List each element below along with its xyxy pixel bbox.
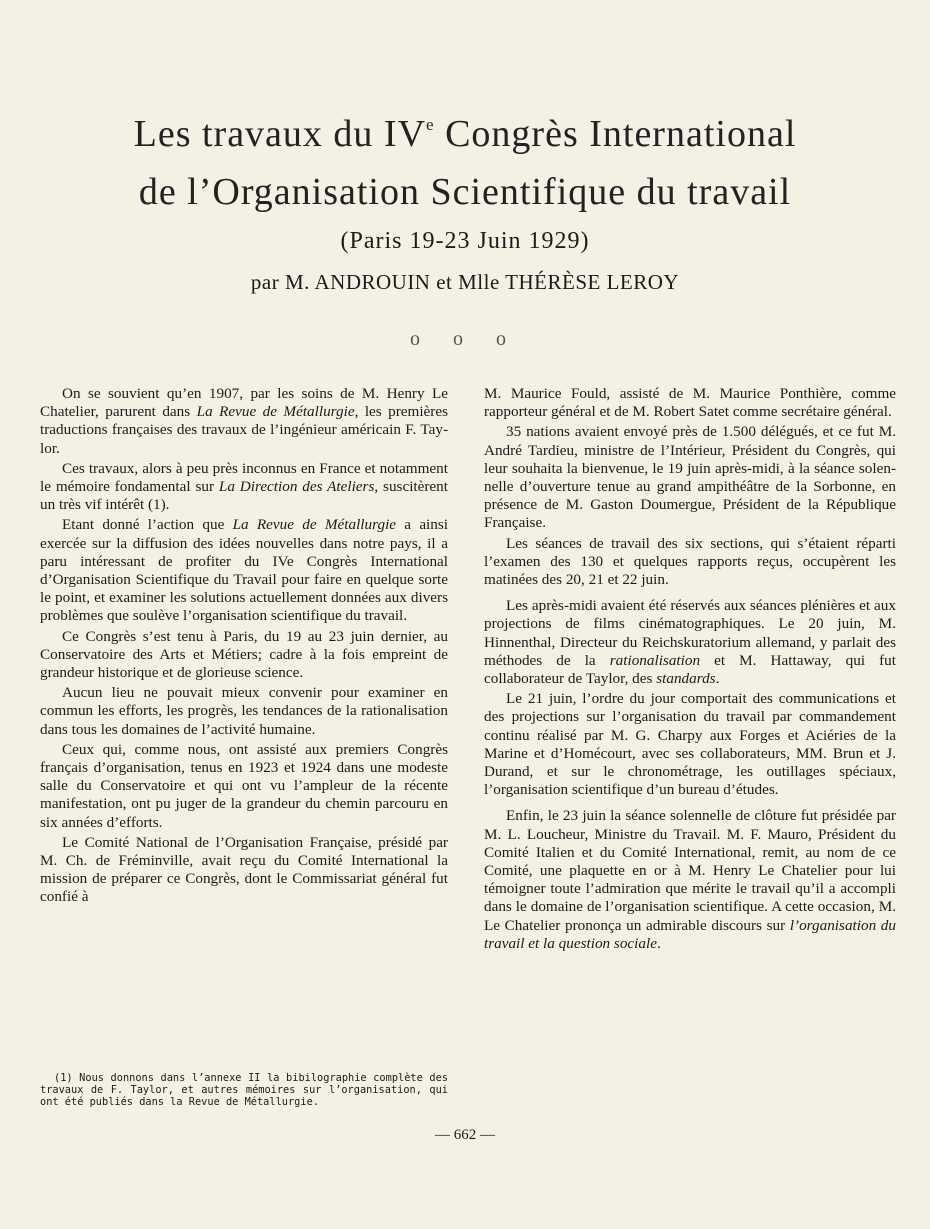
paragraph: Enfin, le 23 juin la séance solennelle de clôture fut présidée par M. L. Loucheur, Ministre du Travail. M. F. Mauro, Président du Comité Italien et du Comité International, remit, au nom de ce Comité, une plaquette en or à M. Henry Le Chatelier pour lui témoigner toute l’admiration que mérite le travail qu’il a accompli dans le domaine de l’organisation scientifique. A cette occasion, M. Le Chatelier prononça un admirable discours sur l’organisation du travail et la question sociale. [484, 807, 896, 952]
article-title-line-1: Les travaux du IVe Congrès International [133, 113, 797, 155]
ornament-circles: o o o [410, 328, 520, 350]
paragraph: Ceux qui, comme nous, ont assisté aux premiers Congrès français d’organisation, tenus en 1923 et 1924 dans une modeste salle du Conservatoire et qui ont vu l’ampleur de la récente manifestation, ont pu juger de la grandeur du chemin parcouru en six années d’efforts. [40, 740, 448, 831]
right-column [484, 385, 896, 955]
article-subtitle: (Paris 19-23 Juin 1929) [340, 228, 590, 254]
footnote-text: (1) Nous donnons dans l’annexe II la bibilographie complète des travaux de F. Taylor, et autres mémoires sur l’organisation, qui ont été publiés dans la Revue de Métallurgie. [40, 1072, 448, 1109]
paragraph: Les séances de travail des six sections, qui s’étaient réparti l’examen des 130 et quelques rapports reçus, occupèrent les matinées des 20, 21 et 22 juin. [484, 534, 896, 589]
paragraph: On se souvient qu’en 1907, par les soins de M. Henry Le Chatelier, parurent dans La Revue de Métallurgie, les premières traductions françaises des travaux de l’ingénieur américain F. Taylor. [40, 385, 449, 457]
left-column [40, 385, 448, 909]
footnote [40, 1072, 448, 1109]
article-authors: par M. ANDROUIN et Mlle THÉRÈSE LEROY [250, 270, 680, 294]
paragraph: Le 21 juin, l’ordre du jour comportait des communications et des projections sur l’organisation du travail par commandement continu réalisé par M. G. Charpy aux Forges et Aciéries de la Marine et d’Homécourt, avec ses collaborateurs, MM. Brun et J. Durand, et sur le chronométrage, les outillages spéciaux, l’organisation scientifique d’un bureau d’études. [484, 690, 896, 799]
paragraph: M. Maurice Fould, assisté de M. Maurice Ponthière, comme rapporteur général et de M. Robert Satet comme secrétaire général. [484, 385, 896, 421]
paragraph: Le Comité National de l’Organisation Française, présidé par M. Ch. de Fréminville, avait reçu du Comité International la mission de préparer ce Congrès, dont le Commissariat général fut confié à [40, 833, 448, 906]
page-number: — 662 — [435, 1127, 495, 1143]
paragraph: Ce Congrès s’est tenu à Paris, du 19 au 23 juin dernier, au Conservatoire des Arts et Métiers; cadre à la fois empreint de grandeur historique et de glorieuse science. [40, 627, 448, 682]
paragraph: 35 nations avaient envoyé près de 1.500 délégués, et ce fut M. André Tardieu, ministre de l’Intérieur, Président du Congrès, qui leur souhaita la bienvenue, le 19 juin après-midi, à la séance solennelle d’ouverture tenue au grand ampithéâtre de la Sorbonne, en présence de M. Gaston Doumergue, Président de la République Française. [484, 423, 896, 532]
paragraph: Etant donné l’action que La Revue de Métallurgie a ainsi exercée sur la diffusion des idées nouvelles dans notre pays, il a paru intéressant de profiter du IVe Congrès International d’Organisation Scientifique du Travail pour faire en quelque sorte le point, et examiner les solutions actuellement données aux divers problèmes que soulève l’organisation scientifique du travail. [40, 516, 449, 625]
paragraph: Ces travaux, alors à peu près inconnus en France et notamment le mémoire fondamental sur La Direction des Ateliers, suscitèrent un très vif intérêt (1). [40, 459, 448, 514]
paragraph: Les après-midi avaient été réservés aux séances plénières et aux projections de films cinématographiques. Le 20 juin, M. Hinnenthal, Directeur du Reichskuratorium allemand, y parlait des méthodes de la rationalisation et M. Hattaway, qui fut collaborateur de Taylor, des standards. [484, 597, 896, 688]
paragraph: Aucun lieu ne pouvait mieux convenir pour examiner en commun les efforts, les progrès, les tendances de la rationalisation dans tous les domaines de l’activité humaine. [40, 684, 448, 738]
article-title-line-2: de l’Organisation Scientifique du travail [138, 171, 792, 213]
